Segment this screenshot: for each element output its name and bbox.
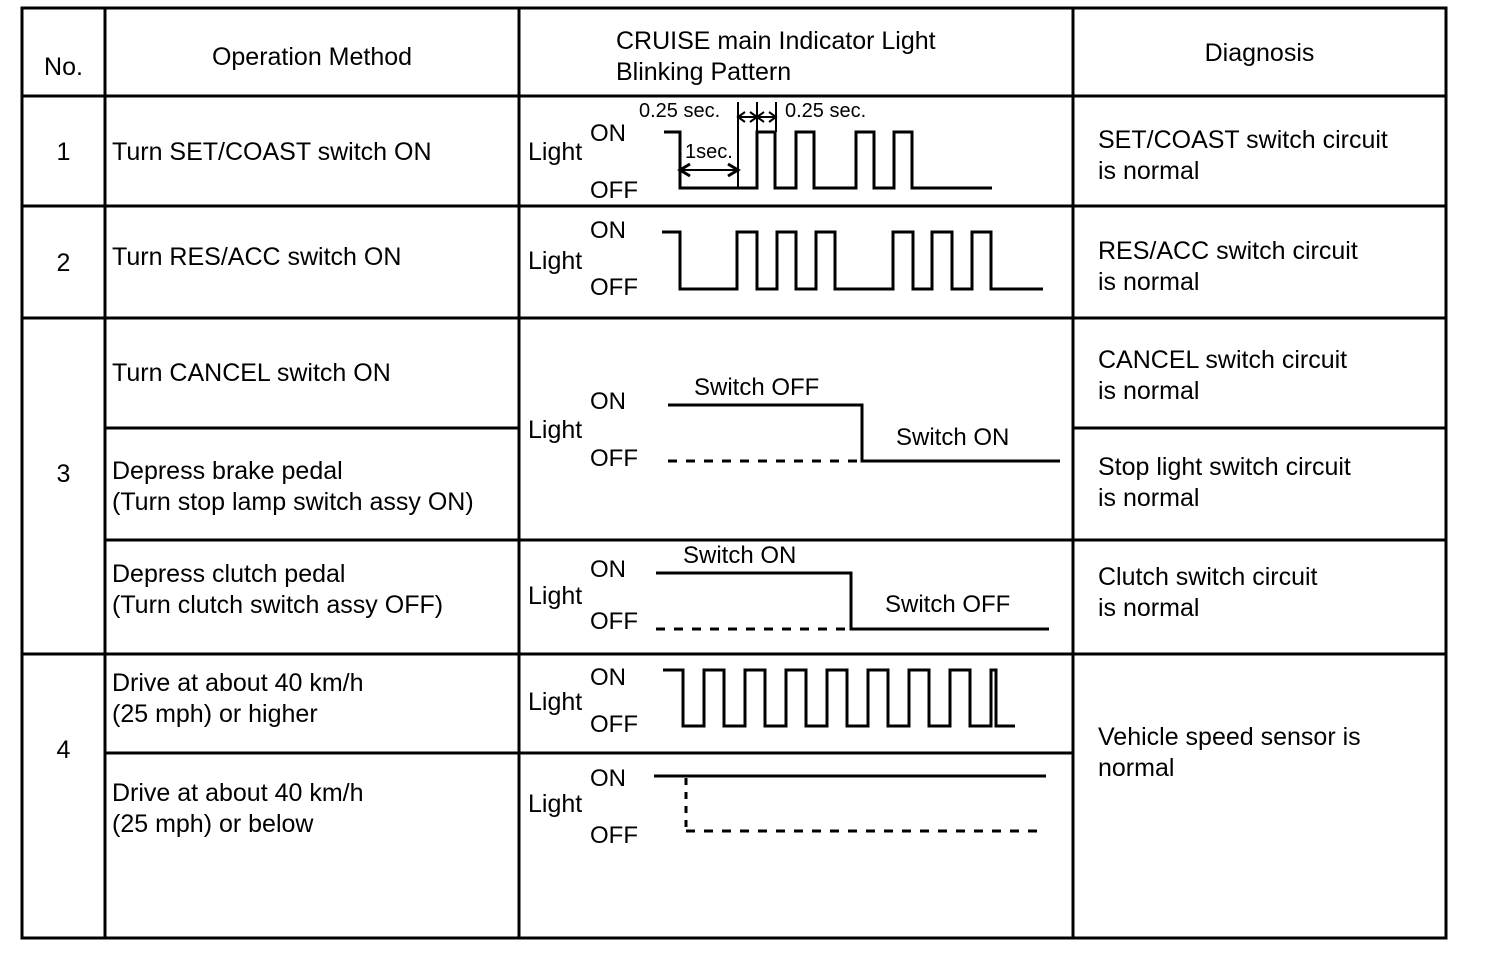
- row4-high-off-label: OFF: [590, 711, 638, 738]
- row3-method-cancel: Turn CANCEL switch ON: [112, 359, 391, 387]
- row1-number: 1: [56, 138, 71, 166]
- row2-number: 2: [56, 249, 71, 277]
- header-operation-method: Operation Method: [211, 43, 413, 71]
- row3-clutch-switch-off: Switch OFF: [885, 591, 1011, 618]
- row4-method-high-line2: (25 mph) or higher: [112, 700, 318, 728]
- row3-clutch-switch-on: Switch ON: [683, 542, 797, 569]
- row1-light-label: Light: [528, 138, 583, 166]
- timing-label-on: 0.25 sec.: [639, 100, 721, 122]
- row3-method-clutch-line1: Depress clutch pedal: [112, 560, 346, 588]
- row3-number: 3: [56, 460, 71, 488]
- row1-diagnosis-line2: is normal: [1098, 157, 1200, 185]
- row1-off-label: OFF: [590, 177, 638, 204]
- row2-method: Turn RES/ACC switch ON: [112, 243, 402, 271]
- row3-method-clutch-line2: (Turn clutch switch assy OFF): [112, 591, 444, 619]
- waveform-row4-low-speed: [654, 776, 1046, 831]
- header-pattern-line1: CRUISE main Indicator Light: [616, 27, 936, 55]
- row1-on-label: ON: [590, 120, 626, 147]
- row4-method-low-line1: Drive at about 40 km/h: [112, 779, 364, 807]
- timing-label-interval: 1sec.: [685, 141, 733, 163]
- row1-method: Turn SET/COAST switch ON: [112, 138, 432, 166]
- row3-cancel-on-label: ON: [590, 388, 626, 415]
- row2-diagnosis-line2: is normal: [1098, 268, 1200, 296]
- waveform-row4-high-speed: [663, 670, 1015, 726]
- row4-method-low-line2: (25 mph) or below: [112, 810, 314, 838]
- row3-diagnosis-stop-line1: Stop light switch circuit: [1098, 453, 1351, 481]
- header-no: No.: [44, 53, 83, 81]
- row2-diagnosis-line1: RES/ACC switch circuit: [1098, 237, 1358, 265]
- row3-method-brake-line2: (Turn stop lamp switch assy ON): [112, 488, 474, 516]
- row2-light-label: Light: [528, 247, 583, 275]
- row3-diagnosis-cancel-line2: is normal: [1098, 377, 1200, 405]
- row1-diagnosis-line1: SET/COAST switch circuit: [1098, 126, 1388, 154]
- row3-diagnosis-clutch-line1: Clutch switch circuit: [1098, 563, 1318, 591]
- header-diagnosis: Diagnosis: [1204, 39, 1315, 67]
- row4-low-light-label: Light: [528, 790, 583, 818]
- row3-diagnosis-clutch-line2: is normal: [1098, 594, 1200, 622]
- row2-on-label: ON: [590, 217, 626, 244]
- timing-label-off: 0.25 sec.: [785, 100, 867, 122]
- row3-method-brake-line1: Depress brake pedal: [112, 457, 343, 485]
- row4-diagnosis-line2: normal: [1098, 754, 1175, 782]
- row3-cancel-off-label: OFF: [590, 445, 638, 472]
- row3-cancel-light-label: Light: [528, 416, 583, 444]
- row4-method-high-line1: Drive at about 40 km/h: [112, 669, 364, 697]
- row3-cancel-switch-off: Switch OFF: [694, 374, 820, 401]
- row4-low-off-label: OFF: [590, 822, 638, 849]
- row3-cancel-switch-on: Switch ON: [896, 424, 1010, 451]
- row4-high-on-label: ON: [590, 664, 626, 691]
- row3-clutch-off-label: OFF: [590, 608, 638, 635]
- row3-clutch-on-label: ON: [590, 556, 626, 583]
- row4-high-light-label: Light: [528, 688, 583, 716]
- row4-diagnosis-line1: Vehicle speed sensor is: [1098, 723, 1361, 751]
- row3-diagnosis-stop-line2: is normal: [1098, 484, 1200, 512]
- row2-off-label: OFF: [590, 274, 638, 301]
- row4-number: 4: [56, 736, 71, 764]
- header-pattern-line2: Blinking Pattern: [616, 58, 792, 86]
- waveform-row2: [662, 232, 1043, 289]
- row4-low-on-label: ON: [590, 765, 626, 792]
- row3-clutch-light-label: Light: [528, 582, 583, 610]
- row3-diagnosis-cancel-line1: CANCEL switch circuit: [1098, 346, 1348, 374]
